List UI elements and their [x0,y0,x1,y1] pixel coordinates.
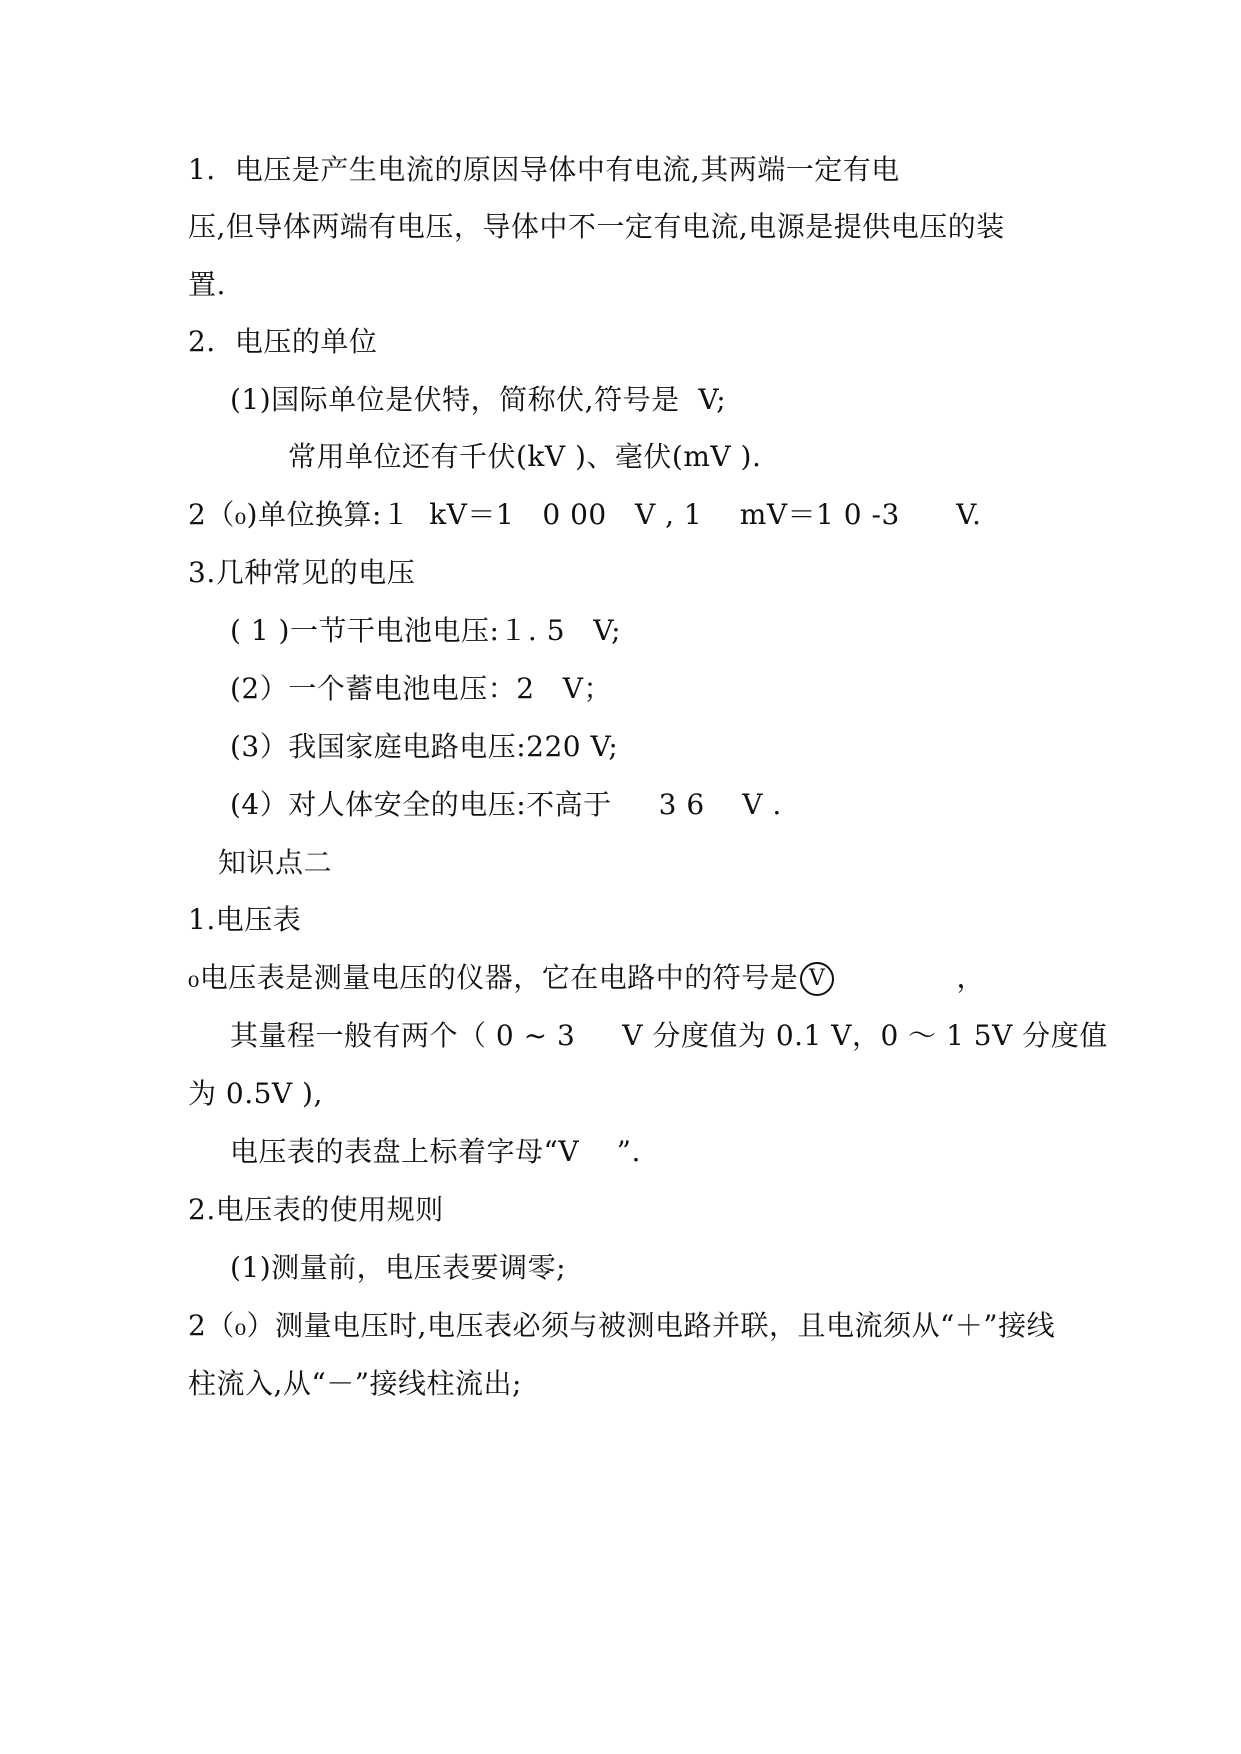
s2-para-2: 常用单位还有千伏(kV )、毫伏(mV ). [288,440,762,473]
s1-line-3: 置. [188,268,226,301]
k2-symbol-comma: ， [834,961,985,994]
s3-item-3: (3）我国家庭电路电压:220 V; [230,730,619,763]
k2-subheading-2: 2.电压表的使用规则 [188,1193,444,1226]
s2-para-3: 2（₀)单位换算:１ kV＝1 0 00 V , 1 mV＝1 0 -3 V. [188,498,982,531]
s2-heading: 2．电压的单位 [188,325,378,358]
s1-line-1: 1．电压是产生电流的原因导体中有电流,其两端一定有电 [188,153,900,186]
k2-symbol-line [188,958,1068,998]
k2-rule-2-line-1: 2（₀）测量电压时,电压表必须与被测电路并联，且电流须从“＋”接线 [188,1309,1056,1342]
s3-item-4: (4）对人体安全的电压:不高于 3 6 V . [230,788,782,821]
k2-range-line-1: 其量程一般有两个（ 0 ~ 3 V 分度值为 0.1 V，0 ～ 1 5V 分度值 [230,1019,1108,1052]
k2-rule-2-line-2: 柱流入,从“－”接线柱流出; [188,1367,522,1400]
s3-item-2: (2）一个蓄电池电压：2 V； [230,672,612,705]
s2-para-1: (1)国际单位是伏特，简称伏,符号是 V; [230,383,727,416]
k2-range-line-2: 为 0.5V ), [188,1077,323,1110]
k2-rule-1: (1)测量前，电压表要调零; [230,1251,567,1284]
k2-symbol-text: ₀电压表是测量电压的仪器，它在电路中的符号是 [188,961,799,994]
s1-line-2: 压,但导体两端有电压，导体中不一定有电流,电源是提供电压的装 [188,210,1005,243]
k2-subheading-1: 1.电压表 [188,903,302,936]
knowledge-point-2-heading: 知识点二 [218,846,333,879]
voltmeter-symbol-icon: V [800,962,834,996]
s3-item-1: ( 1 )一节干电池电压:１. 5 V; [230,614,622,647]
k2-dial-text: 电压表的表盘上标着字母“V ”. [230,1135,641,1168]
s3-heading: 3.几种常见的电压 [188,556,416,589]
